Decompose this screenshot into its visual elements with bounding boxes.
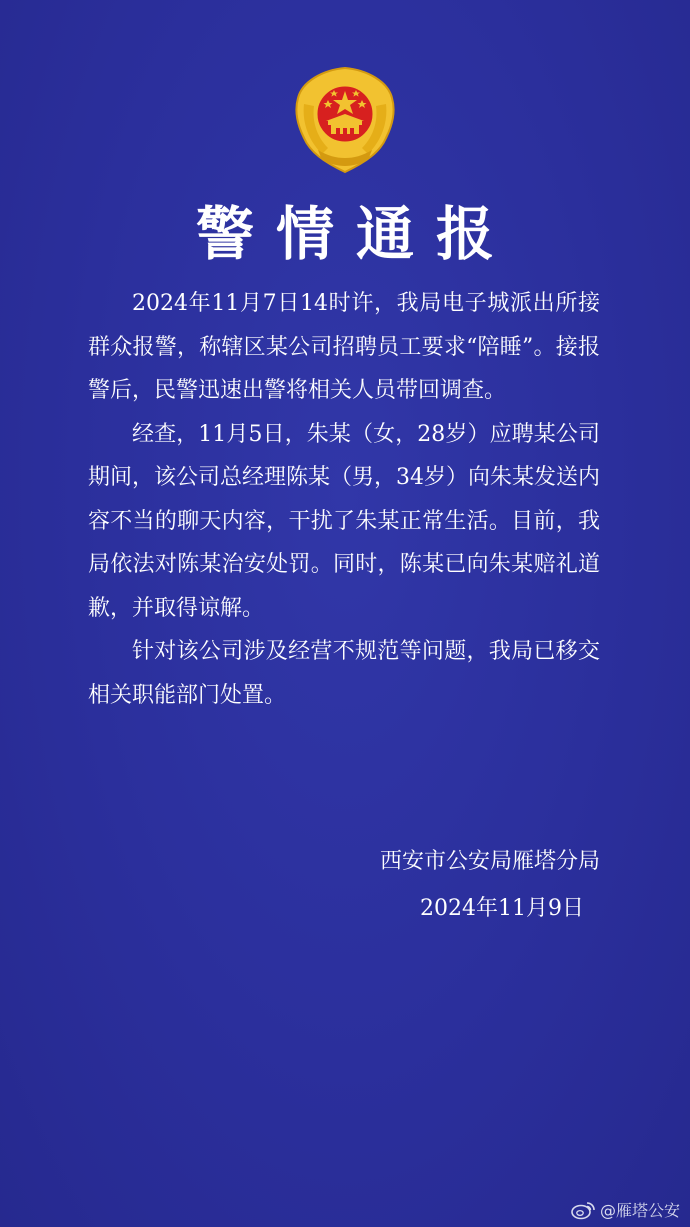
signature-block [0, 838, 600, 932]
paragraph-3: 针对该公司涉及经营不规范等问题，我局已移交相关职能部门处置。 [88, 639, 600, 708]
watermark-text: @雁塔公安 [599, 1201, 680, 1220]
paragraph-1: 2024年11月7日14时许，我局电子城派出所接群众报警，称辖区某公司招聘员工要求“陪睡”。接报警后，民警迅速出警将相关人员带回调查。 [88, 291, 600, 403]
issue-date: 2024年11月9日 [420, 896, 584, 921]
issuer-name: 西安市公安局雁塔分局 [379, 849, 600, 874]
paragraph-2: 经查，11月5日，朱某（女，28岁）应聘某公司期间，该公司总经理陈某（男，34岁）向朱某发送内容不当的聊天内容，干扰了朱某正常生活。目前，我局依法对陈某治安处罚。同时，陈某已向朱某赔礼道歉，并取得谅解。 [88, 421, 600, 621]
weibo-watermark [570, 1198, 680, 1221]
notice-body [88, 282, 600, 717]
weibo-icon [570, 1200, 596, 1220]
notice-title: 警情通报 [195, 200, 516, 268]
police-emblem-icon [288, 64, 402, 176]
